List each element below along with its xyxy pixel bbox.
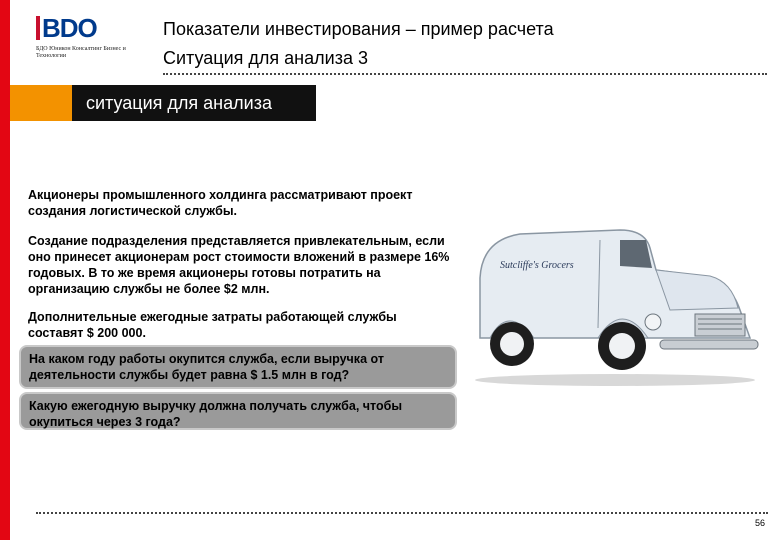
page-number: 56 [755,518,766,528]
paragraph-2: Создание подразделения представляется привлекательным, если оно принесет акционерам рост стоимости вложений в размере 16% годовых. В то же время акционеры готовы потратить на организацию службы не более $2 млн. [28,234,450,296]
delivery-truck-image [470,218,760,388]
question-1-text: На каком году работы окупится служба, если выручка от деятельности службы будет равна $ 1.5 млн в год? [29,352,384,382]
question-box-2 [19,392,457,430]
logo-text: BDO [42,13,97,43]
paragraph-1: Акционеры промышленного холдинга рассматривают проект создания логистической службы. [28,188,413,218]
logo-subtitle: БДО Юникон Консалтинг Бизнес и Технологии [36,46,126,59]
company-logo [36,13,136,60]
footer-divider [36,512,768,514]
truck-sign-text: Sutcliffe's Grocers [500,260,574,271]
title-divider [163,73,767,75]
paragraph-3: Дополнительные ежегодные затраты работающей службы составят $ 200 000. [28,310,397,340]
page-subtitle: Ситуация для анализа 3 [163,48,368,68]
question-box-1 [19,345,457,389]
logo-bracket [36,16,40,40]
left-red-stripe [0,0,10,540]
question-2-text: Какую ежегодную выручку должна получать служба, чтобы окупиться через 3 года? [29,399,403,429]
section-accent-block [10,85,72,121]
page-title: Показатели инвестирования – пример расчета [163,19,554,39]
section-label: ситуация для анализа [72,85,316,121]
